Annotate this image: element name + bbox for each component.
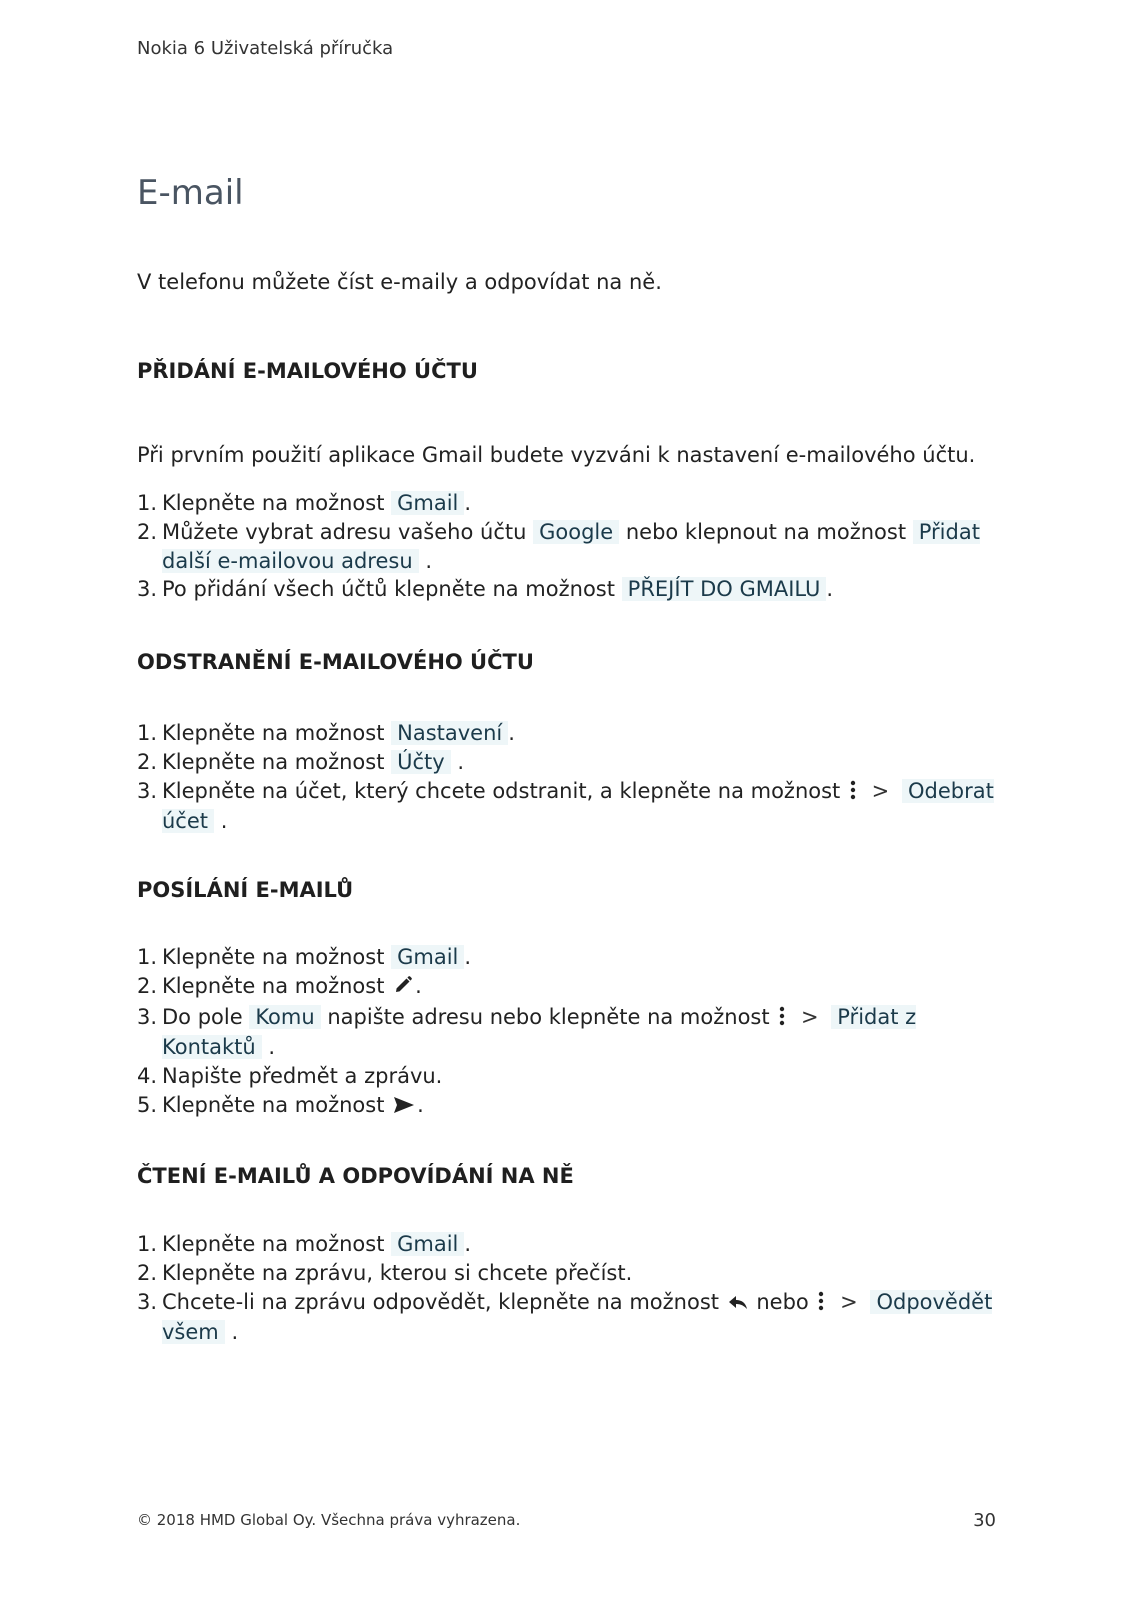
intro-paragraph: V telefonu můžete číst e-maily a odpovídat na ně. bbox=[137, 270, 662, 294]
send-icon bbox=[393, 1093, 415, 1122]
list-item bbox=[137, 575, 997, 604]
step-end: . bbox=[268, 1035, 276, 1060]
step-end: . bbox=[464, 1232, 472, 1256]
more-vert-icon bbox=[778, 1005, 786, 1034]
ui-label-go-to-gmail: PŘEJÍT DO GMAILU bbox=[622, 577, 827, 601]
step-text: Klepněte na účet, který chcete odstranit, a klepněte na možnost bbox=[162, 778, 841, 803]
menu-separator: > bbox=[871, 778, 890, 803]
list-item bbox=[137, 943, 997, 972]
list-item bbox=[137, 518, 997, 576]
list-item bbox=[137, 719, 997, 748]
step-number: 2. bbox=[137, 1260, 158, 1285]
step-end: . bbox=[220, 809, 228, 834]
send-email-steps bbox=[137, 943, 997, 1122]
step-number: 4. bbox=[137, 1064, 158, 1089]
list-item bbox=[137, 972, 997, 1003]
step-text: Klepněte na možnost bbox=[162, 749, 385, 774]
step-text: Klepněte na možnost bbox=[162, 973, 385, 998]
pencil-icon bbox=[393, 974, 413, 1003]
add-account-steps bbox=[137, 489, 997, 604]
reply-icon bbox=[728, 1290, 748, 1319]
step-number: 3. bbox=[137, 1004, 158, 1029]
more-vert-icon bbox=[817, 1290, 825, 1319]
step-number: 3. bbox=[137, 577, 158, 602]
menu-separator: > bbox=[840, 1289, 858, 1314]
more-vert-icon bbox=[849, 779, 857, 808]
step-number: 3. bbox=[137, 778, 158, 803]
step-text: Chcete-li na zprávu odpovědět, klepněte na možnost bbox=[162, 1289, 719, 1314]
list-item bbox=[137, 1003, 997, 1063]
step-number: 2. bbox=[137, 973, 158, 998]
step-text: Napište předmět a zprávu. bbox=[162, 1064, 443, 1089]
remove-account-steps bbox=[137, 719, 997, 836]
page-number: 30 bbox=[973, 1510, 996, 1531]
list-item bbox=[137, 1091, 997, 1122]
list-item bbox=[137, 748, 997, 777]
step-end: . bbox=[231, 1320, 239, 1345]
step-number: 5. bbox=[137, 1092, 158, 1117]
page-title: E-mail bbox=[137, 173, 244, 213]
step-text: Klepněte na možnost bbox=[162, 491, 385, 515]
list-item bbox=[137, 1288, 997, 1348]
step-end: . bbox=[415, 973, 422, 998]
step-number: 1. bbox=[137, 491, 158, 515]
step-text: napište adresu nebo klepněte na možnost bbox=[327, 1004, 770, 1029]
step-text: Do pole bbox=[162, 1004, 243, 1029]
ui-label-gmail: Gmail bbox=[391, 491, 464, 515]
list-item bbox=[137, 1230, 997, 1259]
ui-label-add-from-contacts: Přidat z Kontaktů bbox=[162, 1004, 917, 1060]
step-text: Klepněte na možnost bbox=[162, 1092, 385, 1117]
menu-separator: > bbox=[800, 1004, 819, 1029]
step-end: . bbox=[826, 577, 834, 602]
step-number: 1. bbox=[137, 945, 158, 969]
ui-label-accounts: Účty bbox=[391, 750, 451, 774]
ui-label-add-email: Přidat další e-mailovou adresu bbox=[162, 519, 980, 573]
step-end: . bbox=[508, 721, 515, 745]
section-heading-send-email: POSÍLÁNÍ E-MAILŮ bbox=[137, 878, 354, 902]
step-end: . bbox=[417, 1092, 424, 1117]
step-text: Klepněte na možnost bbox=[162, 721, 385, 745]
step-end: . bbox=[464, 945, 472, 969]
list-item bbox=[137, 1062, 997, 1091]
ui-label-settings: Nastavení bbox=[391, 721, 508, 745]
step-text: nebo klepnout na možnost bbox=[625, 519, 907, 544]
step-text: nebo bbox=[756, 1289, 809, 1314]
step-number: 3. bbox=[137, 1289, 158, 1314]
list-item bbox=[137, 1259, 997, 1288]
step-end: . bbox=[425, 548, 433, 573]
section-heading-read-email: ČTENÍ E-MAILŮ A ODPOVÍDÁNÍ NA NĚ bbox=[137, 1164, 574, 1188]
running-header: Nokia 6 Uživatelská příručka bbox=[137, 38, 394, 59]
add-account-paragraph: Při prvním použití aplikace Gmail budete vyzváni k nastavení e-mailového účtu. bbox=[137, 443, 976, 467]
step-number: 2. bbox=[137, 749, 158, 774]
section-heading-remove-account: ODSTRANĚNÍ E-MAILOVÉHO ÚČTU bbox=[137, 650, 534, 674]
step-text: Klepněte na zprávu, kterou si chcete přečíst. bbox=[162, 1260, 633, 1285]
read-email-steps bbox=[137, 1230, 997, 1347]
step-text: Klepněte na možnost bbox=[162, 945, 385, 969]
step-number: 1. bbox=[137, 721, 158, 745]
step-number: 2. bbox=[137, 519, 158, 544]
section-heading-add-account: PŘIDÁNÍ E-MAILOVÉHO ÚČTU bbox=[137, 359, 478, 383]
ui-label-reply-all: Odpovědět všem bbox=[162, 1289, 993, 1345]
list-item bbox=[137, 777, 997, 837]
ui-label-to: Komu bbox=[249, 1005, 320, 1029]
footer-copyright: © 2018 HMD Global Oy. Všechna práva vyhrazena. bbox=[137, 1511, 521, 1529]
step-text: Po přidání všech účtů klepněte na možnost bbox=[162, 577, 615, 602]
ui-label-gmail: Gmail bbox=[391, 1232, 464, 1256]
step-end: . bbox=[464, 491, 472, 515]
ui-label-gmail: Gmail bbox=[391, 945, 464, 969]
step-text: Klepněte na možnost bbox=[162, 1232, 385, 1256]
step-number: 1. bbox=[137, 1232, 158, 1256]
list-item bbox=[137, 489, 997, 518]
ui-label-google: Google bbox=[533, 520, 619, 544]
step-text: Můžete vybrat adresu vašeho účtu bbox=[162, 519, 527, 544]
step-end: . bbox=[457, 749, 465, 774]
ui-label-remove-account: Odebrat účet bbox=[162, 778, 994, 834]
